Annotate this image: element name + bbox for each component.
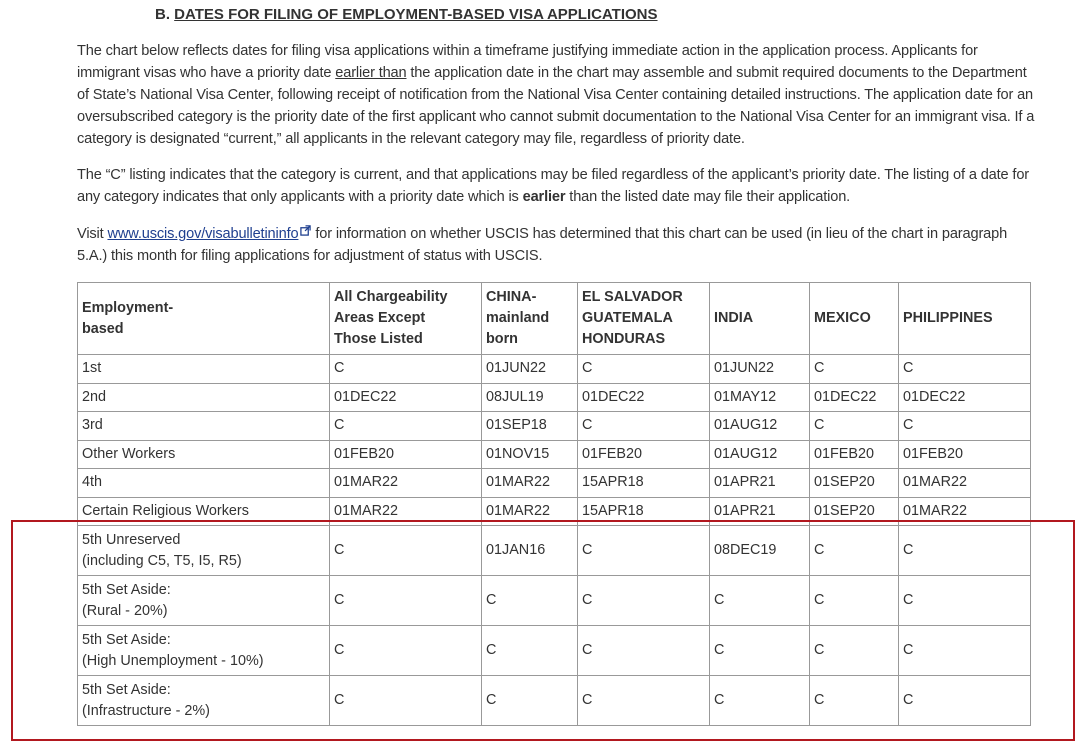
date-cell: C <box>899 355 1031 384</box>
date-cell: C <box>330 626 482 676</box>
intro-text-1: The chart below reflects dates for filing visa applications within a timeframe justifying immediate action in the application process. Applicants for immigrant visas who have a priority date <box>77 43 978 81</box>
category-cell: 2nd <box>78 383 330 412</box>
date-cell: C <box>330 676 482 726</box>
table-row <box>78 497 1031 526</box>
date-cell: 01AUG12 <box>710 412 810 441</box>
category-cell: Certain Religious Workers <box>78 497 330 526</box>
date-cell: C <box>810 626 899 676</box>
intro-emphasis: earlier than <box>335 65 407 81</box>
section-letter: B. <box>155 6 175 23</box>
date-cell: C <box>810 412 899 441</box>
date-cell: 01SEP18 <box>482 412 578 441</box>
header-all-chargeability: All Chargeability Areas Except Those Listed <box>330 283 482 355</box>
date-cell: C <box>899 412 1031 441</box>
date-cell: 01DEC22 <box>330 383 482 412</box>
date-cell: C <box>578 526 710 576</box>
uscis-link[interactable]: www.uscis.gov/visabulletininfo <box>107 226 299 242</box>
date-cell: 01FEB20 <box>330 440 482 469</box>
employment-dates-table <box>77 282 1031 726</box>
date-cell: C <box>482 576 578 626</box>
date-cell: 01MAR22 <box>482 469 578 498</box>
category-cell: 1st <box>78 355 330 384</box>
date-cell: C <box>578 576 710 626</box>
date-cell: 01MAR22 <box>899 497 1031 526</box>
date-cell: 01MAR22 <box>330 469 482 498</box>
table-row <box>78 626 1031 676</box>
date-cell: 08JUL19 <box>482 383 578 412</box>
current-text-1: The “C” listing indicates that the category is current, and that applications may be filed regardless of the applicant’s priority date. The listing of a date for any category indicates that only applicants with a priority date which is <box>77 167 1029 205</box>
date-cell: 01FEB20 <box>578 440 710 469</box>
date-cell: C <box>810 355 899 384</box>
category-cell: 4th <box>78 469 330 498</box>
table-row <box>78 412 1031 441</box>
header-el-salvador-guatemala-honduras: EL SALVADOR GUATEMALA HONDURAS <box>578 283 710 355</box>
date-cell: C <box>810 676 899 726</box>
date-cell: C <box>330 412 482 441</box>
date-cell: C <box>482 626 578 676</box>
header-china: CHINA- mainland born <box>482 283 578 355</box>
date-cell: 01JAN16 <box>482 526 578 576</box>
date-cell: C <box>330 576 482 626</box>
date-cell: 15APR18 <box>578 497 710 526</box>
section-title: DATES FOR FILING OF EMPLOYMENT-BASED VISA APPLICATIONS <box>174 6 658 23</box>
date-cell: C <box>810 576 899 626</box>
intro-text-2: the application date in the chart may assemble and submit required documents to the Department of State’s National Visa Center, following receipt of notification from the National Visa Center containing detailed instructions. The application date for an oversubscribed category is the priority date of the first applicant who cannot submit documentation to the National Visa Center for an immigrant visa. If a category is designated “current,” all applicants in the relevant category may file, regardless of priority date. <box>77 65 1035 147</box>
date-cell: C <box>899 526 1031 576</box>
date-cell: C <box>710 676 810 726</box>
external-link-icon[interactable] <box>300 225 311 236</box>
date-cell: C <box>899 626 1031 676</box>
category-cell: 5th Set Aside: (Infrastructure - 2%) <box>78 676 330 726</box>
category-cell: 5th Unreserved (including C5, T5, I5, R5) <box>78 526 330 576</box>
uscis-paragraph <box>77 223 1037 267</box>
uscis-text-2: for information on whether USCIS has determined that this chart can be used (in lieu of the chart in paragraph 5.A.) this month for filing applications for adjustment of status with USCIS. <box>77 226 1008 264</box>
table-row <box>78 383 1031 412</box>
date-cell: C <box>578 676 710 726</box>
date-cell: 08DEC19 <box>710 526 810 576</box>
date-cell: 01JUN22 <box>482 355 578 384</box>
date-cell: 01APR21 <box>710 497 810 526</box>
date-cell: C <box>482 676 578 726</box>
date-cell: C <box>330 355 482 384</box>
header-philippines: PHILIPPINES <box>899 283 1031 355</box>
intro-paragraph <box>77 40 1037 150</box>
category-cell: Other Workers <box>78 440 330 469</box>
table-header-row <box>78 283 1031 355</box>
header-mexico: MEXICO <box>810 283 899 355</box>
header-india: INDIA <box>710 283 810 355</box>
header-employment-based: Employment- based <box>78 283 330 355</box>
date-cell: 01MAR22 <box>482 497 578 526</box>
table-row <box>78 526 1031 576</box>
date-cell: C <box>578 355 710 384</box>
category-cell: 3rd <box>78 412 330 441</box>
date-cell: C <box>899 576 1031 626</box>
date-cell: 01FEB20 <box>810 440 899 469</box>
table-row <box>78 576 1031 626</box>
date-cell: 01MAY12 <box>710 383 810 412</box>
date-cell: 01DEC22 <box>810 383 899 412</box>
section-heading <box>155 6 658 23</box>
uscis-text-1: Visit <box>77 226 108 242</box>
date-cell: 01DEC22 <box>899 383 1031 412</box>
date-cell: 01MAR22 <box>899 469 1031 498</box>
date-cell: 01AUG12 <box>710 440 810 469</box>
date-cell: C <box>810 526 899 576</box>
date-cell: 01SEP20 <box>810 497 899 526</box>
date-cell: 15APR18 <box>578 469 710 498</box>
table-row <box>78 355 1031 384</box>
date-cell: 01DEC22 <box>578 383 710 412</box>
date-cell: 01JUN22 <box>710 355 810 384</box>
date-cell: 01APR21 <box>710 469 810 498</box>
date-cell: 01NOV15 <box>482 440 578 469</box>
date-cell: C <box>899 676 1031 726</box>
date-cell: C <box>330 526 482 576</box>
date-cell: C <box>578 626 710 676</box>
date-cell: 01FEB20 <box>899 440 1031 469</box>
current-listing-paragraph <box>77 164 1037 208</box>
date-cell: C <box>710 576 810 626</box>
category-cell: 5th Set Aside: (High Unemployment - 10%) <box>78 626 330 676</box>
current-emphasis: earlier <box>522 189 566 205</box>
table-row <box>78 469 1031 498</box>
date-cell: C <box>710 626 810 676</box>
table-row <box>78 440 1031 469</box>
category-cell: 5th Set Aside: (Rural - 20%) <box>78 576 330 626</box>
table-row <box>78 676 1031 726</box>
date-cell: 01MAR22 <box>330 497 482 526</box>
date-cell: C <box>578 412 710 441</box>
date-cell: 01SEP20 <box>810 469 899 498</box>
current-text-2: than the listed date may file their application. <box>565 189 851 205</box>
